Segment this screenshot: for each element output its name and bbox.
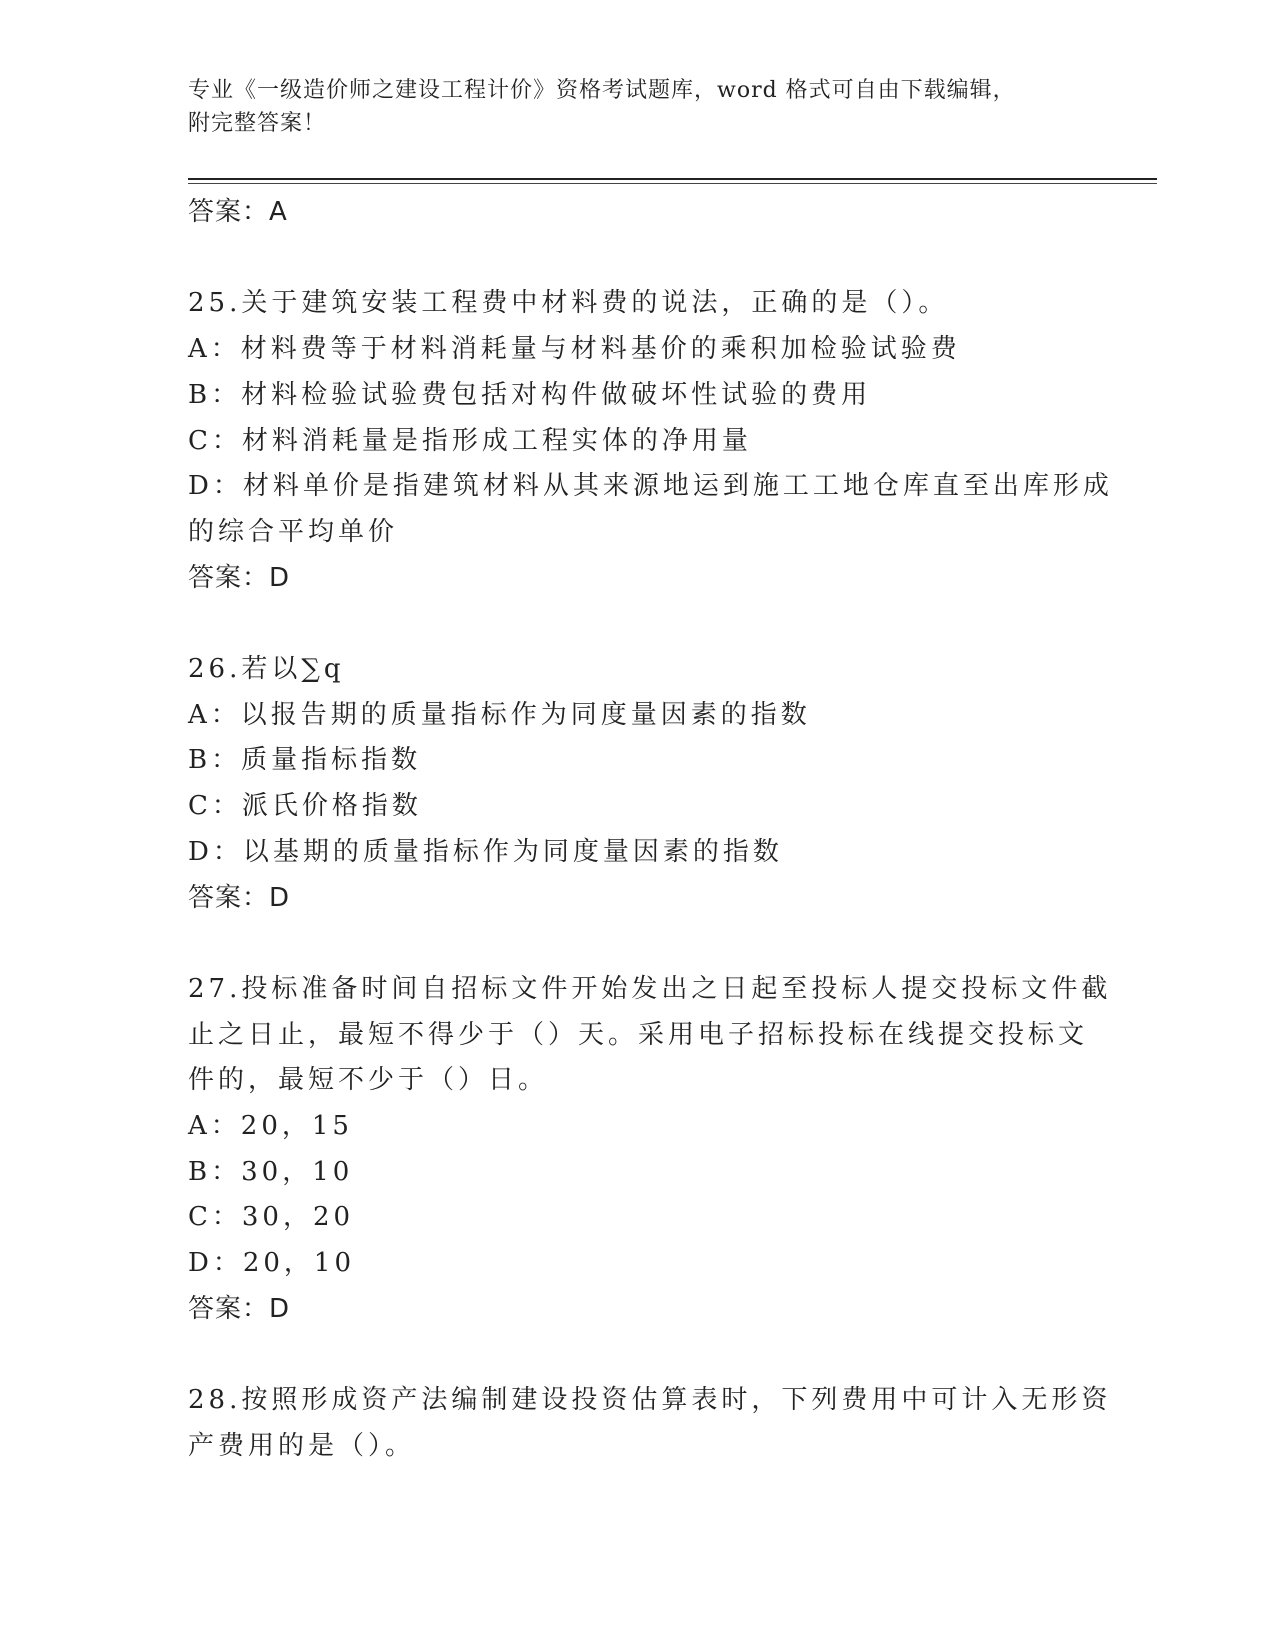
question-stem-continued: 产费用的是（）。 — [188, 1430, 416, 1461]
option-a: A：材料费等于材料消耗量与材料基价的乘积加检验试验费 — [188, 334, 961, 365]
option-c: C：材料消耗量是指形成工程实体的净用量 — [188, 425, 752, 456]
answer: 答案：D — [188, 562, 291, 593]
question-stem: 25.关于建筑安装工程费中材料费的说法，正确的是（）。 — [188, 288, 949, 319]
option-d: D：以基期的质量指标作为同度量因素的指数 — [188, 836, 783, 867]
question-stem-continued: 止之日止，最短不得少于（）天。采用电子招标投标在线提交投标文 — [188, 1019, 1089, 1050]
spacer — [188, 921, 1068, 967]
option-d: D：20，10 — [188, 1248, 356, 1279]
question-stem: 26.若以∑q — [188, 654, 345, 684]
header-line-1: 专业《一级造价师之建设工程计价》资格考试题库，word 格式可自由下载编辑， — [188, 78, 1016, 103]
question-27 — [188, 967, 1112, 1333]
question-stem: 28.按照形成资产法编制建设投资估算表时，下列费用中可计入无形资 — [188, 1385, 1112, 1416]
option-c: C：30，20 — [188, 1202, 355, 1233]
question-28 — [188, 1378, 1112, 1469]
question-stem-continued: 件的，最短不少于（）日。 — [188, 1065, 549, 1096]
option-b: B：30，10 — [188, 1156, 354, 1187]
option-d-continued: 的综合平均单价 — [188, 516, 399, 547]
header-divider-thin — [188, 183, 1157, 184]
spacer — [188, 1333, 1068, 1379]
header-line-2: 附完整答案！ — [188, 111, 327, 136]
option-d: D：材料单价是指建筑材料从其来源地运到施工工地仓库直至出库形成 — [188, 471, 1113, 502]
option-a: A：20，15 — [188, 1111, 353, 1142]
option-b: B：材料检验试验费包括对构件做破坏性试验的费用 — [188, 379, 872, 410]
question-25 — [188, 281, 1113, 601]
option-b: B：质量指标指数 — [188, 745, 422, 776]
question-stem: 27.投标准备时间自招标文件开始发出之日起至投标人提交投标文件截 — [188, 973, 1112, 1004]
spacer — [188, 236, 1068, 282]
document-header — [188, 74, 1068, 140]
question-26 — [188, 647, 1068, 921]
spacer — [188, 601, 1068, 647]
answer: 答案：D — [188, 882, 291, 913]
header-divider — [188, 178, 1157, 180]
option-c: C：派氏价格指数 — [188, 791, 422, 822]
answer: 答案：D — [188, 1293, 291, 1324]
option-a: A：以报告期的质量指标作为同度量因素的指数 — [188, 699, 811, 730]
answer-previous: 答案：A — [188, 197, 288, 227]
question-list — [188, 190, 1113, 1470]
